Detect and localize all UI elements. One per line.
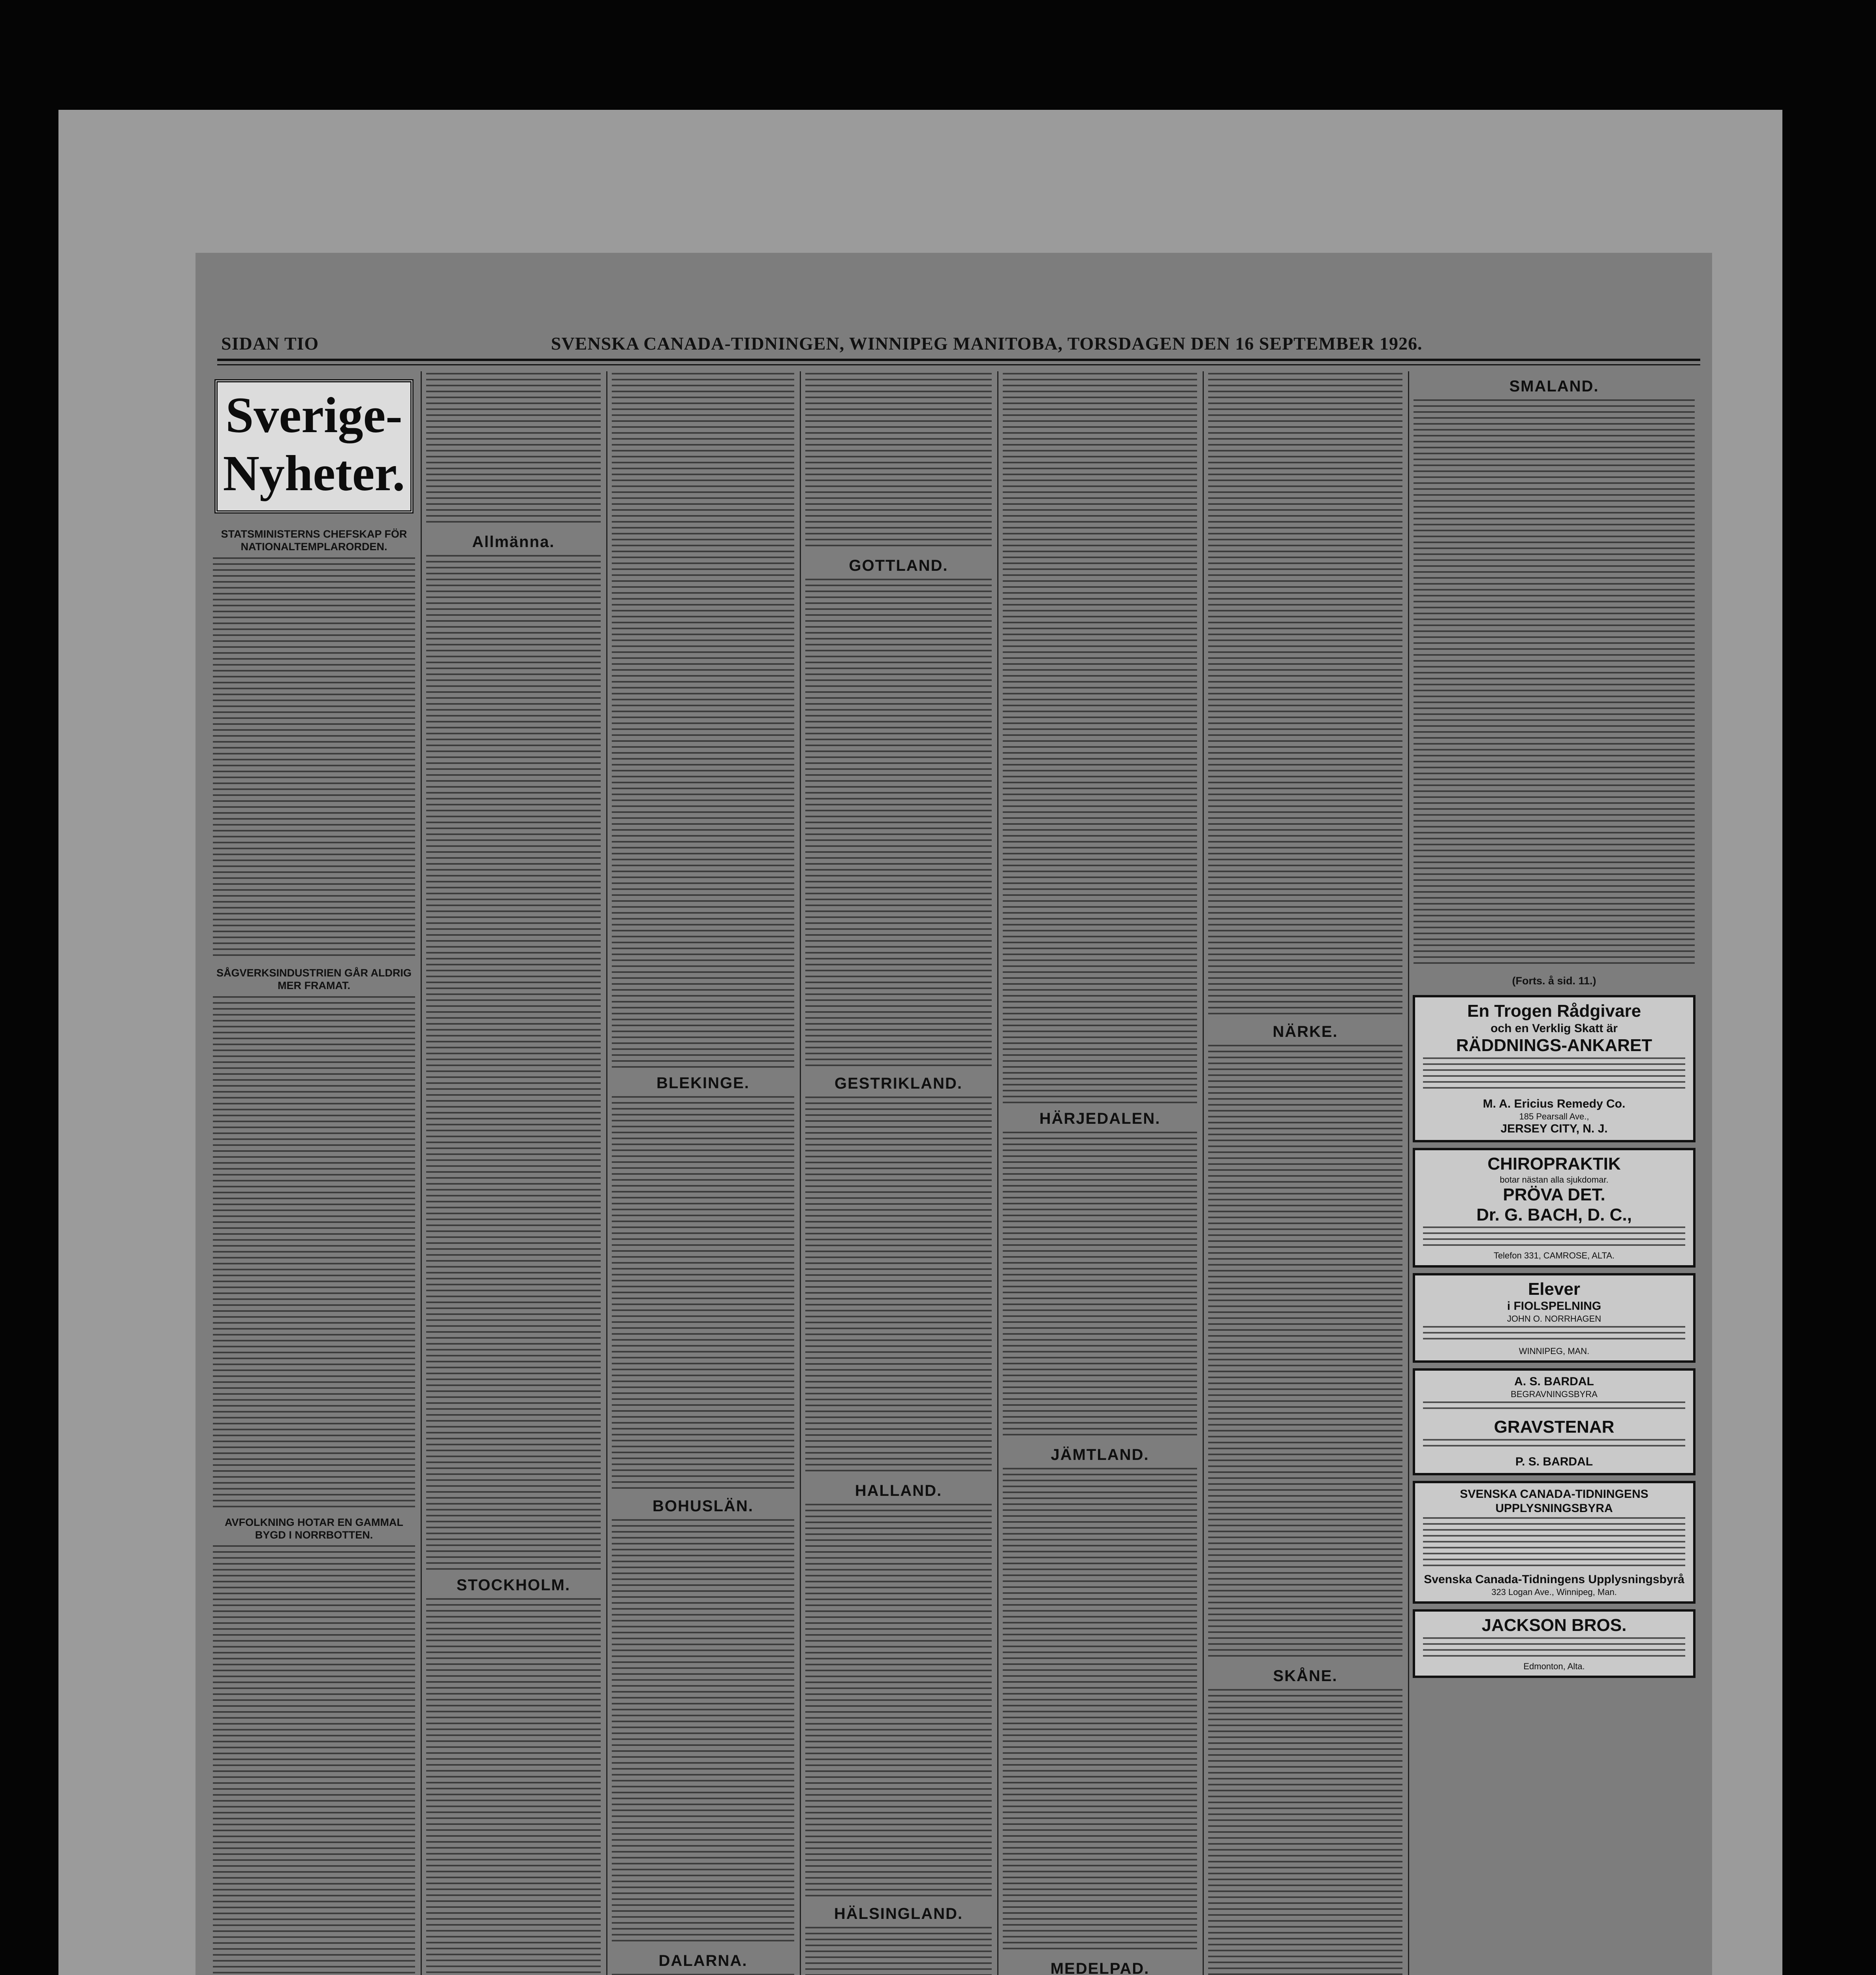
ad-remedy-company: M. A. Ericius Remedy Co. xyxy=(1483,1097,1626,1110)
ad-chiro-line: botar nästan alla sjukdomar. xyxy=(1500,1174,1609,1185)
section-heading: BOHUSLÄN. xyxy=(652,1497,754,1515)
ad-violin-city: WINNIPEG, MAN. xyxy=(1519,1346,1590,1356)
article-body xyxy=(1208,1045,1402,1661)
ad-bardal-line: GRAVSTENAR xyxy=(1494,1417,1615,1437)
article-body xyxy=(805,1504,992,1899)
article-body xyxy=(805,579,992,1068)
section-heading: SKÅNE. xyxy=(1273,1667,1338,1685)
section-heading: Allmänna. xyxy=(472,533,555,551)
section-heading: MEDELPAD. xyxy=(1050,1960,1150,1975)
ad-body xyxy=(1423,1401,1685,1413)
ad-violin-line: Elever xyxy=(1528,1279,1581,1299)
column-3 xyxy=(606,371,801,1975)
header-rule xyxy=(217,359,1700,361)
page-header xyxy=(195,330,1712,361)
ad-remedy-city: JERSEY CITY, N. J. xyxy=(1500,1122,1608,1136)
article-body xyxy=(213,996,415,1510)
section-heading: SMALAND. xyxy=(1509,378,1599,395)
article-body xyxy=(612,1519,794,1946)
ad-jackson xyxy=(1413,1609,1696,1678)
ad-chiro-line: CHIROPRAKTIK xyxy=(1487,1154,1621,1174)
article-body xyxy=(213,557,415,960)
article-body xyxy=(1208,1689,1402,1975)
article-headline: AVFOLKNING HOTAR EN GAMMAL BYGD I NORRBOTTEN. xyxy=(225,1516,403,1541)
ad-body xyxy=(1423,1637,1685,1657)
ad-body xyxy=(1423,1226,1685,1246)
article-body xyxy=(1003,1468,1197,1954)
article-body xyxy=(612,1096,794,1491)
column-1 xyxy=(207,371,422,1975)
article-body xyxy=(1003,1132,1197,1440)
column-7 xyxy=(1408,371,1700,1975)
ad-bardal xyxy=(1413,1368,1696,1475)
ad-bardal-line: BEGRAVNINGSBYRA xyxy=(1511,1389,1598,1399)
section-heading: DALARNA. xyxy=(658,1952,748,1969)
article-body xyxy=(1414,399,1695,968)
ad-jackson-city: Edmonton, Alta. xyxy=(1523,1661,1585,1671)
ad-chiro-phone: Telefon 331, CAMROSE, ALTA. xyxy=(1493,1251,1615,1261)
ad-chiro-doctor: Dr. G. BACH, D. C., xyxy=(1476,1205,1632,1224)
ad-body xyxy=(1423,1057,1685,1093)
masthead-box xyxy=(214,379,414,514)
section-heading: HALLAND. xyxy=(855,1482,942,1499)
ad-violin xyxy=(1413,1273,1696,1363)
article-body xyxy=(426,373,601,527)
section-heading: GESTRIKLAND. xyxy=(835,1075,962,1092)
column-6 xyxy=(1203,371,1409,1975)
ad-bardal-line: P. S. BARDAL xyxy=(1515,1455,1593,1468)
article-body xyxy=(1003,373,1197,1104)
article-body xyxy=(426,555,601,1570)
continued-note: (Forts. å sid. 11.) xyxy=(1512,975,1596,987)
section-heading: BLEKINGE. xyxy=(656,1074,750,1092)
ad-remedy xyxy=(1413,995,1696,1142)
ad-remedy-line: En Trogen Rådgivare xyxy=(1467,1001,1641,1021)
section-heading: STOCKHOLM. xyxy=(456,1576,571,1594)
ad-remedy-line: och en Verklig Skatt är xyxy=(1491,1021,1618,1035)
ad-bureau-name: Svenska Canada-Tidningens Upplysningsbyrå xyxy=(1424,1572,1684,1586)
ad-remedy-line: RÄDDNINGS-ANKARET xyxy=(1456,1035,1652,1055)
section-heading: HÄLSINGLAND. xyxy=(834,1905,963,1922)
section-heading: GOTTLAND. xyxy=(849,557,948,574)
column-5 xyxy=(997,371,1204,1975)
article-headline: SÅGVERKSINDUSTRIEN GÅR ALDRIG MER FRAMAT. xyxy=(216,967,412,992)
section-heading: NÄRKE. xyxy=(1273,1023,1338,1040)
page-label: SIDAN TIO xyxy=(221,333,319,354)
section-heading: HÄRJEDALEN. xyxy=(1039,1110,1161,1127)
column-4 xyxy=(800,371,998,1975)
section-heading: JÄMTLAND. xyxy=(1051,1446,1149,1463)
article-body xyxy=(213,1545,415,1975)
article-body xyxy=(1208,373,1402,1017)
ad-chiro-line: PRÖVA DET. xyxy=(1503,1185,1605,1205)
ad-violin-teacher: JOHN O. NORRHAGEN xyxy=(1507,1314,1602,1324)
article-body xyxy=(805,1097,992,1476)
ad-remedy-address: 185 Pearsall Ave., xyxy=(1519,1111,1589,1121)
paper-title: SVENSKA CANADA-TIDNINGEN, WINNIPEG MANITOBA, TORSDAGEN DEN 16 SEPTEMBER 1926. xyxy=(551,333,1423,354)
ad-chiropractic xyxy=(1413,1148,1696,1268)
masthead-title: Sverige-Nyheter. xyxy=(223,387,405,501)
ad-bureau-address: 323 Logan Ave., Winnipeg, Man. xyxy=(1491,1587,1617,1597)
article-headline: STATSMINISTERNS CHEFSKAP FÖR NATIONALTEMPLARORDEN. xyxy=(221,528,407,553)
article-body xyxy=(612,373,794,1068)
ad-body xyxy=(1423,1326,1685,1342)
ad-jackson-line: JACKSON BROS. xyxy=(1481,1616,1627,1635)
article-body xyxy=(805,373,992,551)
ad-bardal-line: A. S. BARDAL xyxy=(1514,1375,1594,1388)
column-2 xyxy=(421,371,607,1975)
newspaper-page xyxy=(195,253,1712,1975)
ad-bureau-title: SVENSKA CANADA-TIDNINGENS UPPLYSNINGSBYRA xyxy=(1460,1487,1649,1515)
article-body xyxy=(426,1598,601,1975)
ad-information-bureau xyxy=(1413,1481,1696,1604)
ad-body xyxy=(1423,1517,1685,1569)
ad-body xyxy=(1423,1439,1685,1451)
article-body xyxy=(805,1927,992,1975)
header-rule-thin xyxy=(217,364,1700,365)
ad-violin-line: i FIOLSPELNING xyxy=(1507,1300,1602,1313)
